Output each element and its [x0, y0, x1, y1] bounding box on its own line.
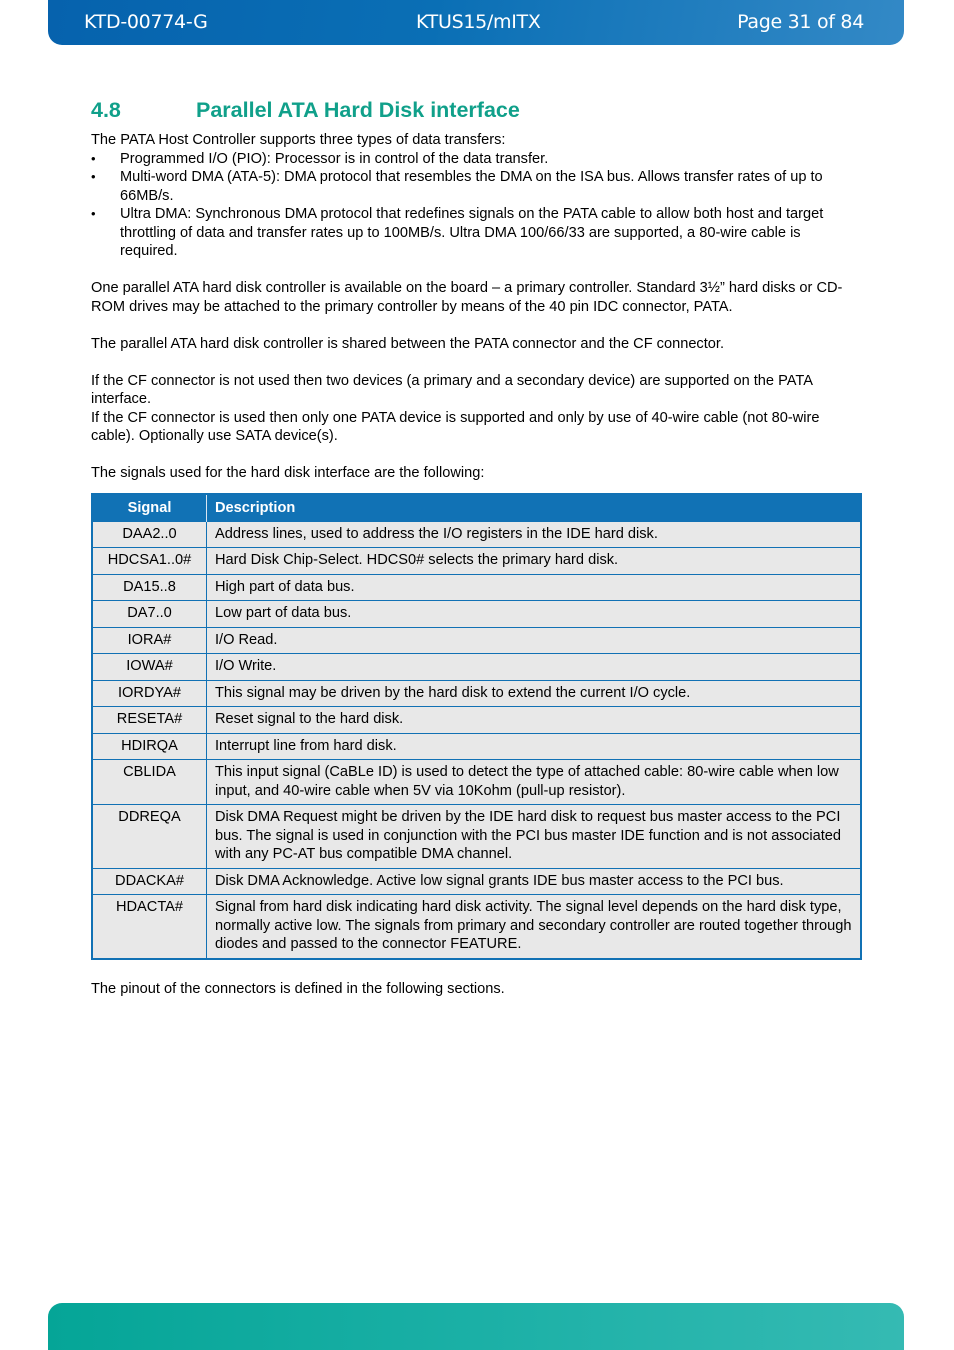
signal-cell: IORA#: [92, 627, 207, 654]
signal-cell: DAA2..0: [92, 521, 207, 548]
description-cell: Reset signal to the hard disk.: [207, 707, 862, 734]
table-row: [92, 760, 861, 805]
column-header-signal: Signal: [92, 494, 207, 522]
description-cell: I/O Write.: [207, 654, 862, 681]
table-row: [92, 654, 861, 681]
description-cell: Low part of data bus.: [207, 601, 862, 628]
signal-cell: HDIRQA: [92, 733, 207, 760]
intro-paragraph: The PATA Host Controller supports three types of data transfers:: [91, 132, 506, 148]
list-item: • Multi-word DMA (ATA-5): DMA protocol that resembles the DMA on the ISA bus. Allows transfer rates of up to 66MB/s.: [91, 168, 861, 205]
description-cell: This signal may be driven by the hard disk to extend the current I/O cycle.: [207, 680, 862, 707]
table-row: [92, 680, 861, 707]
signal-cell: DA7..0: [92, 601, 207, 628]
description-cell: Hard Disk Chip-Select. HDCS0# selects the primary hard disk.: [207, 548, 862, 575]
table-row: [92, 868, 861, 895]
signal-cell: DA15..8: [92, 574, 207, 601]
table-row: [92, 805, 861, 869]
cf-used-paragraph: If the CF connector is used then only one PATA device is supported and only by use of 40-wire cable (not 80-wire cable). Optionally use SATA device(s).: [91, 409, 820, 444]
page-header-bar: [48, 0, 904, 45]
section-number: 4.8: [91, 98, 121, 122]
signals-table: [91, 493, 862, 960]
table-row: [92, 627, 861, 654]
signals-intro-paragraph: The signals used for the hard disk interface are the following:: [91, 465, 485, 481]
description-cell: Signal from hard disk indicating hard disk activity. The signal level depends on the hard disk type, normally active low. The signals from primary and secondary controller are routed together through diodes and passed to the connector FEATURE.: [207, 895, 862, 959]
description-cell: Address lines, used to address the I/O registers in the IDE hard disk.: [207, 521, 862, 548]
description-cell: Disk DMA Acknowledge. Active low signal grants IDE bus master access to the PCI bus.: [207, 868, 862, 895]
table-row: [92, 521, 861, 548]
closing-paragraph: The pinout of the connectors is defined in the following sections.: [91, 980, 505, 997]
page-number: Page 31 of 84: [737, 11, 864, 33]
table-row: [92, 548, 861, 575]
description-cell: Disk DMA Request might be driven by the IDE hard disk to request bus master access to the PCI bus. The signal is used in conjunction with the PCI bus master IDE function and is not associated with any PC-AT bus compatible DMA channel.: [207, 805, 862, 869]
cf-not-used-paragraph: If the CF connector is not used then two devices (a primary and a secondary device) are supported on the PATA interface.: [91, 372, 813, 407]
shared-controller-paragraph: The parallel ATA hard disk controller is shared between the PATA connector and the CF connector.: [91, 335, 725, 352]
list-item: • Ultra DMA: Synchronous DMA protocol that redefines signals on the PATA cable to allow both host and target throttling of data and transfer rates up to 100MB/s. Ultra DMA 100/66/33 are supported, a 80-wire cable is required.: [91, 205, 861, 261]
section-title: Parallel ATA Hard Disk interface: [196, 98, 520, 122]
description-cell: This input signal (CaBLe ID) is used to detect the type of attached cable: 80-wire cable when low input, and 40-wire cable when 5V via 10Kohm (pull-up resistor).: [207, 760, 862, 805]
description-cell: Interrupt line from hard disk.: [207, 733, 862, 760]
signal-cell: IOWA#: [92, 654, 207, 681]
document-id: KTD-00774-G: [84, 11, 208, 33]
table-row: [92, 574, 861, 601]
transfer-types-list: [91, 150, 861, 261]
table-row: [92, 733, 861, 760]
signal-cell: IORDYA#: [92, 680, 207, 707]
table-row: [92, 707, 861, 734]
column-header-description: Description: [207, 494, 862, 522]
description-cell: I/O Read.: [207, 627, 862, 654]
signal-cell: HDCSA1..0#: [92, 548, 207, 575]
signal-cell: RESETA#: [92, 707, 207, 734]
table-row: [92, 895, 861, 959]
table-row: [92, 601, 861, 628]
signal-cell: CBLIDA: [92, 760, 207, 805]
page-footer-bar: [48, 1303, 904, 1350]
table-header-row: [92, 494, 861, 522]
section-heading: [91, 96, 861, 124]
signal-cell: DDACKA#: [92, 868, 207, 895]
signal-cell: DDREQA: [92, 805, 207, 869]
product-name: KTUS15/mITX: [416, 11, 541, 33]
controller-paragraph: One parallel ATA hard disk controller is available on the board – a primary controller. Standard 3½” hard disks or CD-ROM drives may be attached to the primary controller by means of the 40 pin IDC connector, PATA.: [91, 280, 843, 315]
list-item: • Programmed I/O (PIO): Processor is in control of the data transfer.: [91, 150, 861, 169]
description-cell: High part of data bus.: [207, 574, 862, 601]
page-content: [91, 96, 861, 998]
signal-cell: HDACTA#: [92, 895, 207, 959]
